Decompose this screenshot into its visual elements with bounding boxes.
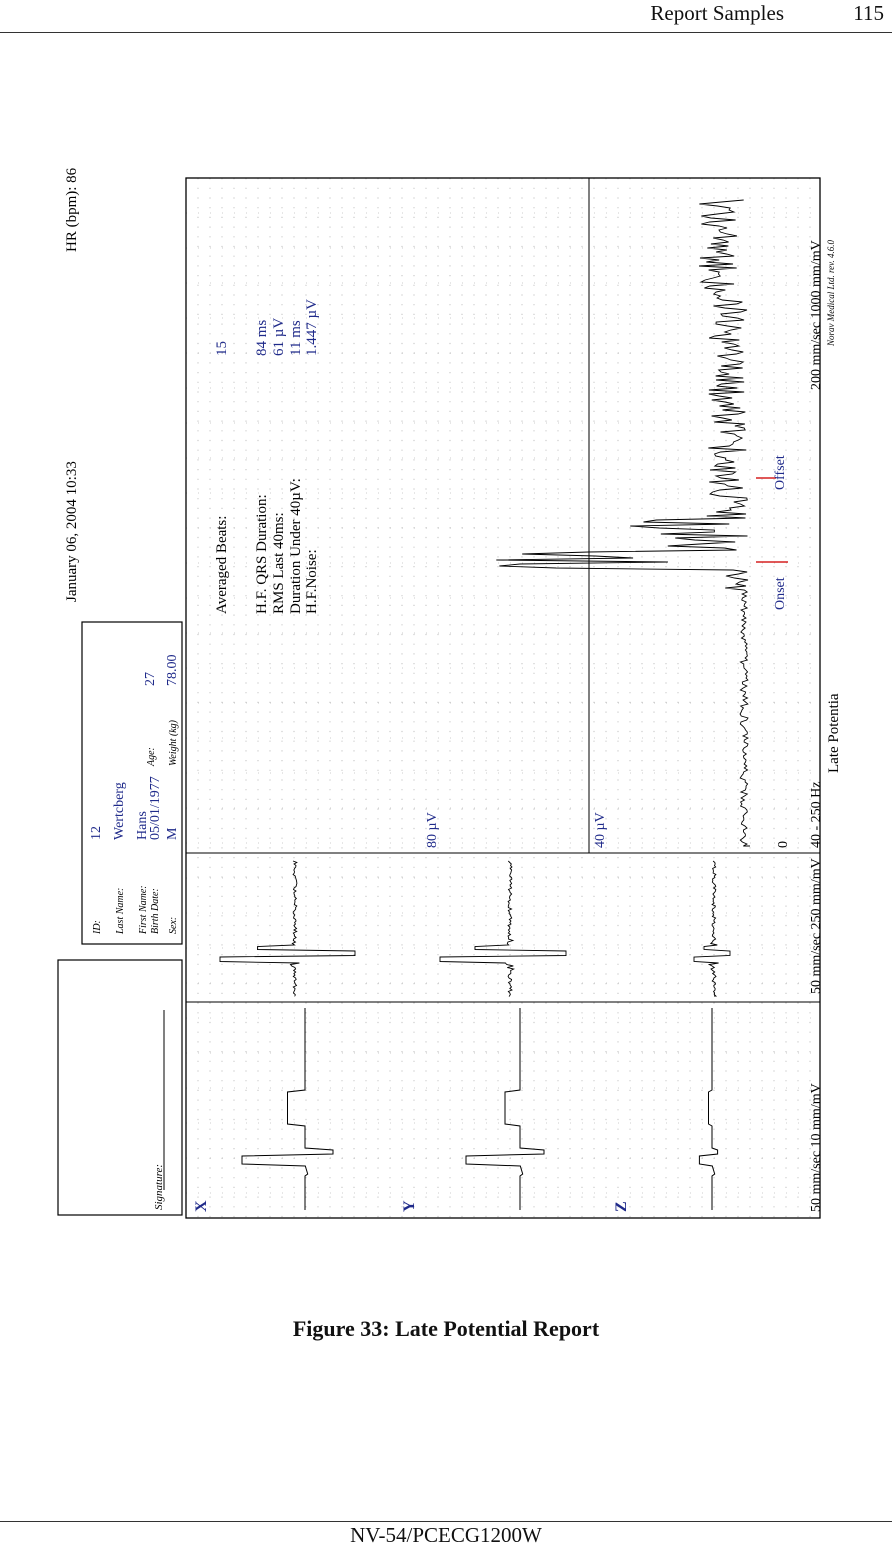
avg-trace-z — [694, 861, 730, 996]
raw-trace-y — [466, 1008, 544, 1210]
rms-last-40-label: RMS Last 40ms: — [271, 512, 287, 614]
vm-panel-title: Late Potentia — [826, 693, 842, 773]
averaged-beats-value: 15 — [214, 341, 230, 356]
header-page-number: 115 — [853, 1, 884, 25]
patient-birth-date: 05/01/1977 — [148, 776, 163, 840]
hf-noise-value: 1.447 µV — [304, 299, 320, 356]
onset-label: Onset — [773, 577, 788, 610]
header-section-title: Report Samples — [650, 1, 784, 25]
patient-last-name: Wertcberg — [112, 782, 127, 840]
footer-document-id: NV-54/PCECG1200W — [350, 1523, 542, 1547]
vm-trace — [496, 200, 750, 846]
signature-label: Signature: — [153, 1163, 165, 1210]
amplitude-label-80: 80 µV — [425, 812, 440, 848]
duration-under-value: 11 ms — [288, 320, 304, 356]
vm-filter-label: 40 - 250 Hz — [809, 781, 824, 848]
duration-under-label: Duration Under 40µV: — [288, 478, 304, 614]
raw-panel-footer: 50 mm/sec 10 mm/mV — [809, 1083, 824, 1212]
software-version: Norav Medical Ltd. rev. 4.6.0 — [826, 240, 836, 346]
patient-id: 12 — [89, 826, 104, 840]
vm-speed-label: 200 mm/sec 1000 mm/mV — [809, 240, 824, 390]
patient-info — [89, 655, 180, 936]
first-name-label: First Name: — [138, 885, 149, 934]
birth-date-label: Birth Date: — [150, 888, 161, 934]
averaged-panel-footer: 50 mm/sec 250 mm/mV — [809, 858, 824, 994]
raw-trace-z — [699, 1008, 717, 1210]
sex-label: Sex: — [168, 916, 179, 934]
lead-label-x: X — [193, 1200, 210, 1212]
patient-sex: M — [165, 827, 180, 840]
lead-label-z: Z — [613, 1201, 630, 1212]
figure-caption: Figure 33: Late Potential Report — [292, 1316, 600, 1341]
patient-age: 27 — [143, 672, 158, 686]
offset-label: Offset — [773, 455, 788, 490]
age-label: Age: — [146, 747, 157, 766]
id-label: ID: — [92, 920, 103, 934]
hf-noise-label: H.F.Noise: — [304, 549, 320, 614]
qrs-duration-value: 84 ms — [254, 319, 270, 356]
rms-last-40-value: 61 µV — [271, 317, 287, 356]
weight-label: Weight (kg) — [168, 719, 179, 766]
last-name-label: Last Name: — [115, 887, 126, 934]
patient-first-name: Hans — [135, 811, 150, 840]
qrs-duration-label: H.F. QRS Duration: — [254, 494, 270, 614]
heart-rate: HR (bpm): 86 — [64, 167, 80, 252]
running-header — [0, 0, 892, 33]
patient-weight: 78.00 — [165, 654, 180, 686]
amplitude-label-0: 0 — [776, 841, 791, 848]
averaged-beats-label: Averaged Beats: — [214, 515, 230, 614]
amplitude-label-40: 40 µV — [593, 812, 608, 848]
running-footer — [0, 1521, 892, 1522]
report-datetime: January 06, 2004 10:33 — [64, 461, 80, 602]
avg-trace-y — [440, 861, 566, 996]
raw-trace-x — [242, 1008, 333, 1210]
results-block — [214, 299, 320, 614]
late-potential-report — [50, 167, 842, 1230]
lead-label-y: Y — [401, 1200, 418, 1212]
avg-trace-x — [220, 861, 355, 996]
